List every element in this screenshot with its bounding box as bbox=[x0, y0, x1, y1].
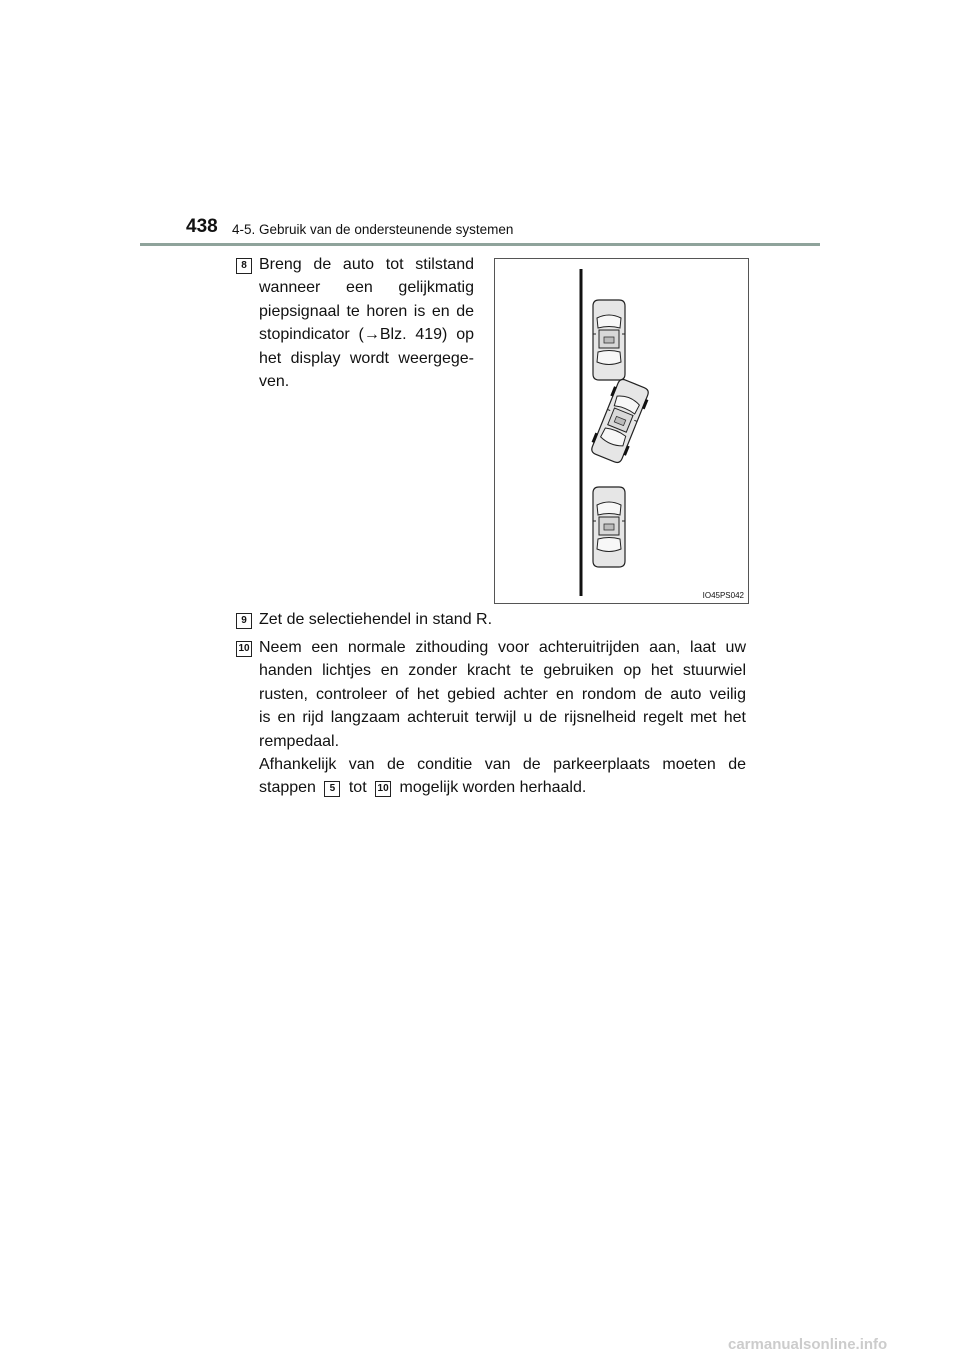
step-10-note-line-1: Afhankelijk van de conditie van de parkeerplaats moeten de bbox=[259, 756, 746, 774]
reversing-car bbox=[589, 378, 650, 465]
inline-step-badge-10: 10 bbox=[375, 781, 391, 797]
header-rule bbox=[140, 243, 820, 246]
step-10-text bbox=[259, 636, 746, 800]
step-badge-8: 8 bbox=[236, 258, 252, 274]
inline-step-badge-5: 5 bbox=[324, 781, 340, 797]
step-8-line-2: wanneer een gelijkmatig bbox=[259, 279, 474, 297]
parked-car-rear bbox=[593, 487, 625, 567]
page-number: 438 bbox=[186, 216, 218, 237]
step-10-line-3: rusten, controleer of het gebied achter en rondom de auto veilig bbox=[259, 685, 746, 703]
step-10-note-line-2 bbox=[259, 776, 746, 799]
step-8-text bbox=[259, 253, 474, 393]
figure-code: IO45PS042 bbox=[702, 591, 744, 600]
step-10-line-1: Neem een normale zithouding voor achteruitrijden aan, laat uw bbox=[259, 639, 746, 656]
step-badge-10: 10 bbox=[236, 641, 252, 657]
step-badge-9: 9 bbox=[236, 613, 252, 629]
step-10-line-2: handen lichtjes en zonder kracht te gebruiken op het stuurwiel bbox=[259, 662, 746, 680]
note-mid: tot bbox=[348, 779, 367, 797]
note-pre: stappen bbox=[259, 779, 316, 797]
footer-watermark: carmanualsonline.info bbox=[728, 1336, 888, 1353]
parking-illustration bbox=[495, 259, 748, 603]
note-post: mogelijk worden herhaald. bbox=[399, 779, 587, 797]
step-9-text: Zet de selectiehendel in stand R. bbox=[259, 611, 493, 628]
step-10-line-4: is en rijd langzaam achteruit terwijl u de rijsnelheid regelt met het bbox=[259, 709, 746, 727]
step-8-line-3: piepsignaal te horen is en de bbox=[259, 302, 474, 320]
section-title: 4-5. Gebruik van de ondersteunende systemen bbox=[232, 222, 514, 237]
step-8-line-6: ven. bbox=[259, 373, 290, 391]
parked-car-front bbox=[593, 300, 625, 380]
step-8-line-1: Breng de auto tot stilstand bbox=[259, 256, 474, 273]
step-10-line-5: rempedaal. bbox=[259, 732, 340, 750]
step-8-line-5: het display wordt weergege- bbox=[259, 349, 474, 367]
step-8-line-4: stopindicator (→Blz. 419) op bbox=[259, 326, 474, 344]
parking-figure bbox=[494, 258, 749, 604]
